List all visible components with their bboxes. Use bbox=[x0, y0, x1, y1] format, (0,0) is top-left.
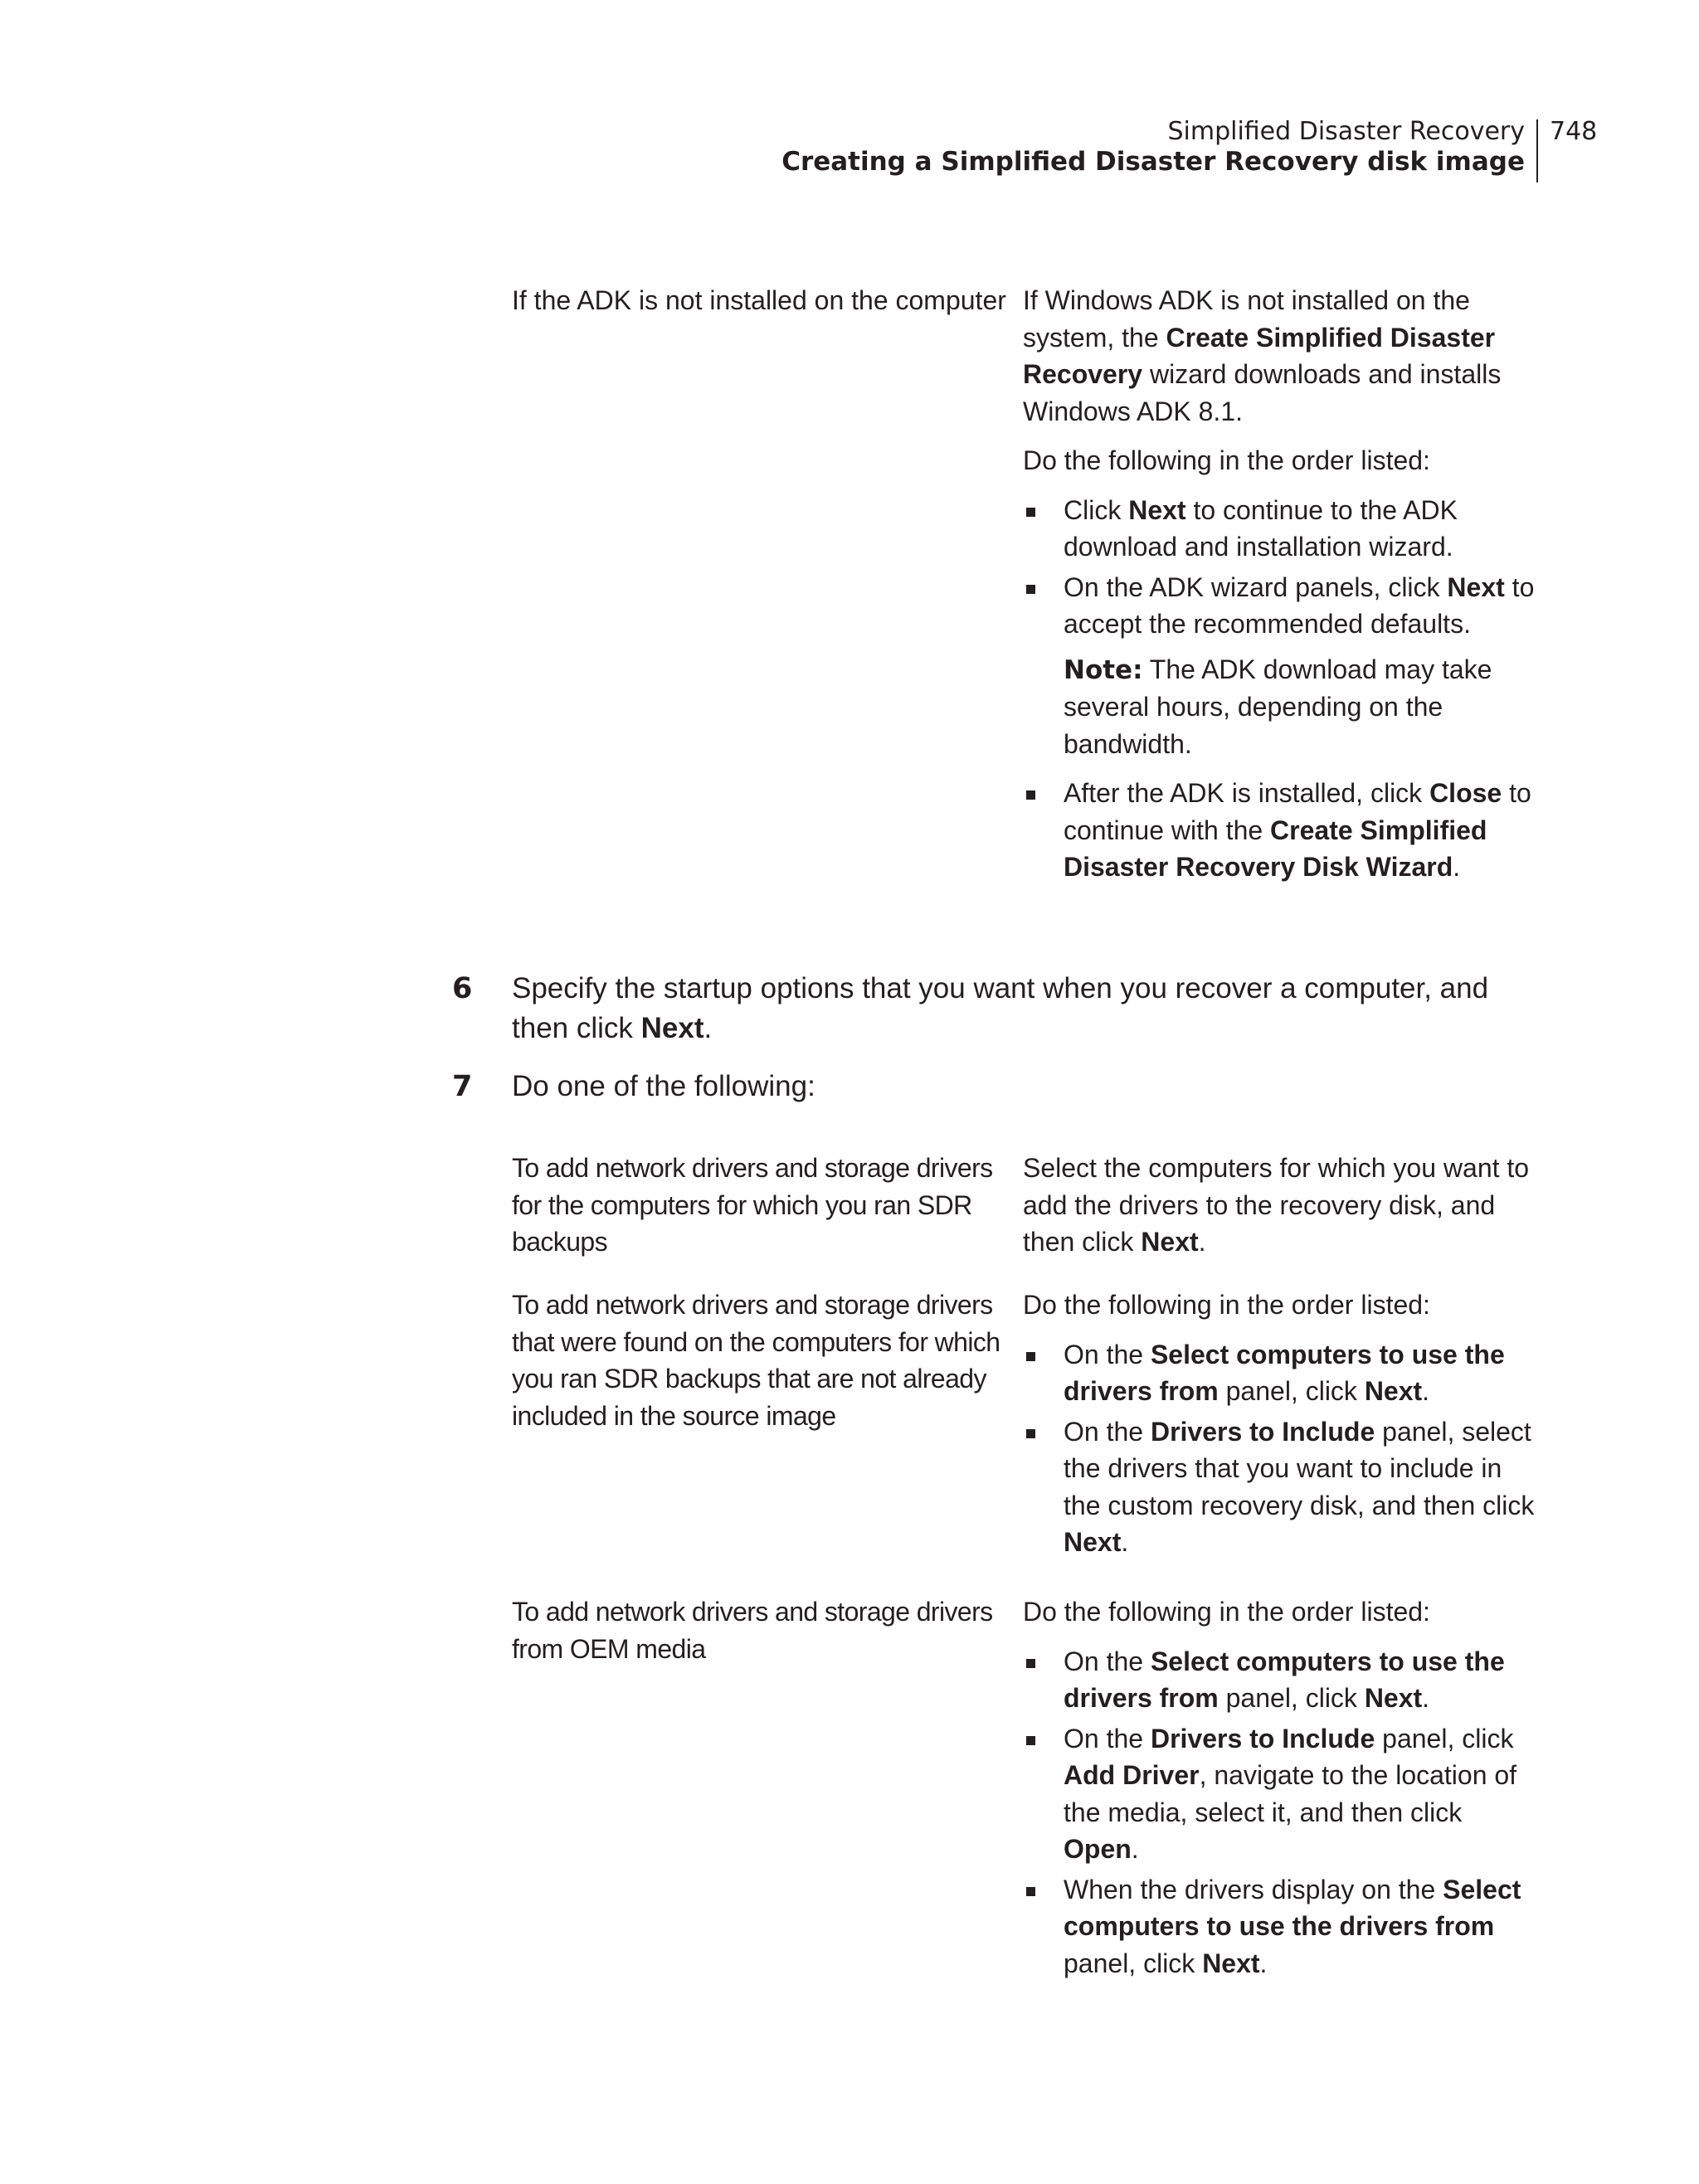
text-run: On the bbox=[1064, 1416, 1151, 1447]
step-number: 7 bbox=[452, 1070, 473, 1103]
list-item bbox=[1023, 1336, 1537, 1410]
text-run: Specify the startup options that you want when you recover a computer, and then click bbox=[512, 972, 1489, 1044]
bullet-square-icon bbox=[1026, 508, 1035, 517]
ui-term: Select computers to use the drivers from bbox=[1064, 1339, 1505, 1406]
header-divider bbox=[1536, 119, 1538, 182]
text-run: . bbox=[703, 1012, 713, 1044]
table1-bullet-list bbox=[1023, 492, 1537, 643]
text-run: to continue with the bbox=[1064, 778, 1531, 845]
text-run: On the bbox=[1064, 1723, 1151, 1754]
text-run: When the drivers display on the bbox=[1064, 1874, 1443, 1904]
bullet-square-icon bbox=[1026, 1659, 1035, 1668]
order-instruction: Do the following in the order listed: bbox=[1023, 1290, 1430, 1320]
note-paragraph bbox=[1064, 651, 1537, 763]
text-run: . bbox=[1121, 1527, 1129, 1557]
ui-term: Drivers to Include bbox=[1150, 1723, 1375, 1754]
bullet-square-icon bbox=[1026, 1352, 1035, 1361]
text-run: On the bbox=[1064, 1339, 1151, 1369]
list-item bbox=[1023, 492, 1537, 566]
wizard-name: Create Simplified Disaster Recovery bbox=[1023, 322, 1496, 389]
ui-term: Next bbox=[1141, 1227, 1199, 1257]
running-header-title: Creating a Simplified Disaster Recovery disk image bbox=[781, 147, 1525, 177]
list-item bbox=[1023, 775, 1537, 886]
text-run: wizard downloads and installs Windows ADK 8.1. bbox=[1023, 359, 1502, 426]
ui-term: Next bbox=[1364, 1376, 1423, 1406]
table2-row3-left-cell: To add network drivers and storage drivers from OEM media bbox=[512, 1597, 993, 1664]
table2-row3-right-cell bbox=[1023, 1593, 1537, 1985]
ui-term: Select computers to use the drivers from bbox=[1064, 1874, 1521, 1941]
table1-bullet-list-continued bbox=[1023, 775, 1537, 886]
ui-term: Next bbox=[640, 1012, 704, 1044]
page-number: 748 bbox=[1550, 117, 1598, 146]
step-6 bbox=[452, 969, 1547, 1048]
ui-term: Next bbox=[1447, 572, 1505, 602]
table2-row2-bullet-list bbox=[1023, 1336, 1537, 1561]
table1-right-cell bbox=[1023, 282, 1537, 889]
text-run: to accept the recommended defaults. bbox=[1064, 572, 1535, 639]
text-run: . bbox=[1422, 1683, 1430, 1713]
text-run: . bbox=[1422, 1376, 1430, 1406]
bullet-square-icon bbox=[1026, 1429, 1035, 1438]
order-instruction: Do the following in the order listed: bbox=[1023, 1597, 1430, 1627]
ui-term: Close bbox=[1429, 778, 1502, 808]
table2-row2-right-cell bbox=[1023, 1287, 1537, 1564]
text-run: If Windows ADK is not installed on the system, the bbox=[1023, 285, 1470, 353]
list-item bbox=[1023, 1413, 1537, 1561]
table2-row2-left-cell: To add network drivers and storage drivers that were found on the computers for which you ran SDR backups that are not already included in the source image bbox=[512, 1290, 1000, 1431]
text-run: panel, click bbox=[1375, 1723, 1514, 1754]
ui-term: Next bbox=[1064, 1527, 1122, 1557]
order-instruction: Do the following in the order listed: bbox=[1023, 445, 1430, 475]
table2-row1-right-cell bbox=[1023, 1150, 1537, 1261]
ui-term: Next bbox=[1364, 1683, 1423, 1713]
table2-row1-left-cell: To add network drivers and storage drivers for the computers for which you ran SDR backups bbox=[512, 1153, 993, 1257]
ui-term: Drivers to Include bbox=[1150, 1416, 1375, 1447]
bullet-square-icon bbox=[1026, 1736, 1035, 1745]
text-run: panel, click bbox=[1218, 1376, 1365, 1406]
text-run: Click bbox=[1064, 494, 1129, 525]
list-item bbox=[1023, 1643, 1537, 1717]
step-7 bbox=[452, 1067, 1547, 1107]
text-run: . bbox=[1259, 1948, 1268, 1978]
text-run: panel, select the drivers that you want to include in the custom recovery disk, and then click bbox=[1064, 1416, 1535, 1520]
ui-term: Add Driver bbox=[1064, 1760, 1200, 1790]
text-run: . bbox=[1198, 1227, 1206, 1257]
table1-left-cell: If the ADK is not installed on the computer bbox=[512, 285, 1006, 315]
text-run: On the ADK wizard panels, click bbox=[1064, 572, 1448, 602]
text-run: Select the computers for which you want to add the drivers to the recovery disk, and then click bbox=[1023, 1153, 1530, 1257]
text-run: . bbox=[1453, 852, 1461, 882]
ui-term: Next bbox=[1202, 1948, 1260, 1978]
text-run: On the bbox=[1064, 1646, 1151, 1676]
list-item bbox=[1023, 1871, 1537, 1982]
step-text bbox=[512, 969, 1547, 1048]
ui-term: Next bbox=[1128, 494, 1186, 525]
text-run: . bbox=[1131, 1834, 1139, 1864]
table1-intro-paragraph bbox=[1023, 282, 1537, 430]
table2-row3-bullet-list bbox=[1023, 1643, 1537, 1982]
list-item bbox=[1023, 1720, 1537, 1868]
text-run: panel, click bbox=[1218, 1683, 1365, 1713]
text-run: , navigate to the location of the media, select it, and then click bbox=[1064, 1760, 1517, 1827]
list-item bbox=[1023, 569, 1537, 643]
note-label: Note: bbox=[1064, 654, 1143, 685]
step-text: Do one of the following: bbox=[512, 1070, 815, 1102]
ui-term: Create Simplified Disaster Recovery Disk Wizard bbox=[1064, 815, 1487, 882]
text-run: panel, click bbox=[1064, 1948, 1203, 1978]
bullet-square-icon bbox=[1026, 1887, 1035, 1896]
note-text: The ADK download may take several hours, depending on the bandwidth. bbox=[1064, 654, 1492, 759]
ui-term: Open bbox=[1064, 1834, 1132, 1864]
step-number: 6 bbox=[452, 972, 473, 1005]
text-run: to continue to the ADK download and installation wizard. bbox=[1064, 494, 1458, 562]
ui-term: Select computers to use the drivers from bbox=[1064, 1646, 1505, 1713]
text-run: After the ADK is installed, click bbox=[1064, 778, 1430, 808]
bullet-square-icon bbox=[1026, 585, 1035, 594]
running-header-section: Simplified Disaster Recovery bbox=[1167, 117, 1525, 146]
bullet-square-icon bbox=[1026, 790, 1035, 800]
